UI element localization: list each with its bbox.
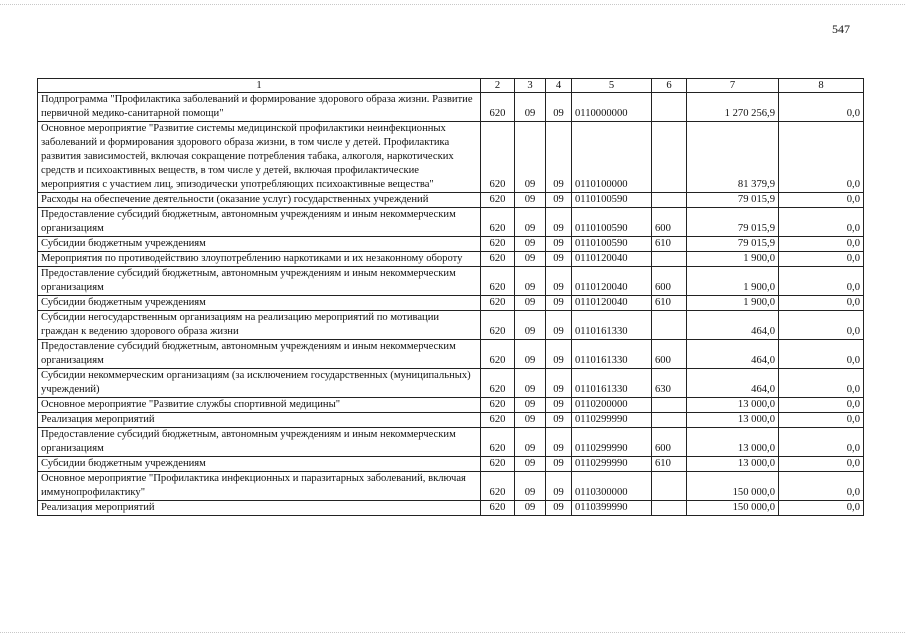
cell-section: 09 [515, 340, 546, 369]
cell-section: 09 [515, 457, 546, 472]
cell-target-article: 0110299990 [572, 428, 652, 457]
cell-amount: 464,0 [687, 340, 779, 369]
budget-table [37, 78, 864, 516]
cell-amount-extra: 0,0 [779, 237, 864, 252]
page-number: 547 [832, 22, 850, 36]
cell-name: Субсидии бюджетным учреждениям [38, 237, 481, 252]
cell-expense-type: 600 [652, 267, 687, 296]
cell-target-article: 0110161330 [572, 369, 652, 398]
cell-amount-extra: 0,0 [779, 413, 864, 428]
cell-section: 09 [515, 193, 546, 208]
column-header: 6 [652, 79, 687, 93]
cell-subsection: 09 [546, 93, 572, 122]
cell-subsection: 09 [546, 296, 572, 311]
cell-amount-extra: 0,0 [779, 398, 864, 413]
cell-name: Подпрограмма "Профилактика заболеваний и формирование здорового образа жизни. Развитие первичной медико-санитарной помощи" [38, 93, 481, 122]
table-row [38, 428, 864, 457]
table-row [38, 311, 864, 340]
cell-subsection: 09 [546, 311, 572, 340]
cell-expense-type [652, 93, 687, 122]
cell-amount: 1 900,0 [687, 296, 779, 311]
cell-amount: 79 015,9 [687, 237, 779, 252]
cell-ministry-code: 620 [481, 296, 515, 311]
cell-amount: 79 015,9 [687, 193, 779, 208]
cell-expense-type: 610 [652, 296, 687, 311]
cell-expense-type [652, 398, 687, 413]
cell-amount-extra: 0,0 [779, 122, 864, 193]
cell-target-article: 0110399990 [572, 501, 652, 516]
cell-ministry-code: 620 [481, 472, 515, 501]
scan-edge-top [0, 4, 905, 5]
table-header-row [38, 79, 864, 93]
cell-ministry-code: 620 [481, 208, 515, 237]
cell-subsection: 09 [546, 413, 572, 428]
cell-amount: 13 000,0 [687, 398, 779, 413]
cell-target-article: 0110120040 [572, 252, 652, 267]
cell-ministry-code: 620 [481, 193, 515, 208]
cell-target-article: 0110299990 [572, 413, 652, 428]
cell-ministry-code: 620 [481, 252, 515, 267]
cell-amount-extra: 0,0 [779, 93, 864, 122]
cell-expense-type: 610 [652, 237, 687, 252]
cell-subsection: 09 [546, 340, 572, 369]
cell-expense-type [652, 311, 687, 340]
cell-subsection: 09 [546, 369, 572, 398]
table-row [38, 93, 864, 122]
cell-target-article: 0110161330 [572, 311, 652, 340]
cell-section: 09 [515, 413, 546, 428]
column-header: 1 [38, 79, 481, 93]
cell-section: 09 [515, 237, 546, 252]
cell-subsection: 09 [546, 237, 572, 252]
cell-amount-extra: 0,0 [779, 208, 864, 237]
table-row [38, 252, 864, 267]
cell-expense-type: 600 [652, 340, 687, 369]
scan-edge-bottom [0, 632, 905, 633]
cell-section: 09 [515, 122, 546, 193]
cell-ministry-code: 620 [481, 237, 515, 252]
cell-name: Реализация мероприятий [38, 413, 481, 428]
cell-subsection: 09 [546, 398, 572, 413]
cell-subsection: 09 [546, 208, 572, 237]
cell-amount: 13 000,0 [687, 428, 779, 457]
cell-ministry-code: 620 [481, 340, 515, 369]
cell-expense-type: 630 [652, 369, 687, 398]
cell-subsection: 09 [546, 472, 572, 501]
cell-section: 09 [515, 428, 546, 457]
cell-expense-type: 600 [652, 208, 687, 237]
cell-section: 09 [515, 398, 546, 413]
cell-amount: 13 000,0 [687, 457, 779, 472]
cell-target-article: 0110100590 [572, 208, 652, 237]
cell-amount: 150 000,0 [687, 472, 779, 501]
cell-subsection: 09 [546, 252, 572, 267]
table-row [38, 208, 864, 237]
table-row [38, 267, 864, 296]
column-header: 8 [779, 79, 864, 93]
cell-name: Предоставление субсидий бюджетным, автономным учреждениям и иным некоммерческим организациям [38, 267, 481, 296]
cell-amount: 81 379,9 [687, 122, 779, 193]
cell-section: 09 [515, 267, 546, 296]
table-row [38, 413, 864, 428]
cell-section: 09 [515, 472, 546, 501]
table-row [38, 193, 864, 208]
cell-target-article: 0110300000 [572, 472, 652, 501]
cell-name: Основное мероприятие "Развитие системы медицинской профилактики неинфекционных заболеваний и формирования здорового образа жизни, в том числе у детей. Профилактика развития зависимостей, включая сокращение потребления табака, алкоголя, наркотических средств и психоактивных веществ, в том числе у детей, включая профилактические мероприятия с участием лиц, эпизодически употребляющих психоактивные вещества" [38, 122, 481, 193]
table-row [38, 501, 864, 516]
cell-subsection: 09 [546, 457, 572, 472]
cell-amount: 464,0 [687, 369, 779, 398]
cell-amount: 79 015,9 [687, 208, 779, 237]
cell-section: 09 [515, 252, 546, 267]
cell-target-article: 0110100590 [572, 237, 652, 252]
cell-target-article: 0110100590 [572, 193, 652, 208]
cell-name: Предоставление субсидий бюджетным, автономным учреждениям и иным некоммерческим организациям [38, 208, 481, 237]
cell-subsection: 09 [546, 122, 572, 193]
cell-subsection: 09 [546, 193, 572, 208]
column-header: 3 [515, 79, 546, 93]
cell-ministry-code: 620 [481, 122, 515, 193]
cell-ministry-code: 620 [481, 369, 515, 398]
cell-expense-type [652, 413, 687, 428]
cell-section: 09 [515, 311, 546, 340]
cell-amount: 1 270 256,9 [687, 93, 779, 122]
cell-section: 09 [515, 501, 546, 516]
cell-amount: 464,0 [687, 311, 779, 340]
cell-target-article: 0110120040 [572, 296, 652, 311]
cell-amount: 1 900,0 [687, 267, 779, 296]
cell-amount-extra: 0,0 [779, 311, 864, 340]
cell-name: Субсидии негосударственным организациям на реализацию мероприятий по мотивации граждан к ведению здорового образа жизни [38, 311, 481, 340]
cell-ministry-code: 620 [481, 93, 515, 122]
cell-amount-extra: 0,0 [779, 193, 864, 208]
cell-section: 09 [515, 93, 546, 122]
cell-amount-extra: 0,0 [779, 252, 864, 267]
table-row [38, 122, 864, 193]
cell-section: 09 [515, 369, 546, 398]
cell-target-article: 0110200000 [572, 398, 652, 413]
cell-expense-type [652, 122, 687, 193]
cell-target-article: 0110299990 [572, 457, 652, 472]
cell-amount-extra: 0,0 [779, 296, 864, 311]
cell-expense-type: 610 [652, 457, 687, 472]
cell-subsection: 09 [546, 501, 572, 516]
cell-amount-extra: 0,0 [779, 369, 864, 398]
cell-expense-type [652, 501, 687, 516]
cell-section: 09 [515, 208, 546, 237]
cell-name: Основное мероприятие "Профилактика инфекционных и паразитарных заболеваний, включая иммунопрофилактику" [38, 472, 481, 501]
column-header: 2 [481, 79, 515, 93]
cell-name: Расходы на обеспечение деятельности (оказание услуг) государственных учреждений [38, 193, 481, 208]
cell-target-article: 0110100000 [572, 122, 652, 193]
cell-amount: 1 900,0 [687, 252, 779, 267]
cell-amount-extra: 0,0 [779, 501, 864, 516]
table-row [38, 237, 864, 252]
cell-ministry-code: 620 [481, 267, 515, 296]
cell-ministry-code: 620 [481, 428, 515, 457]
table-row [38, 296, 864, 311]
cell-expense-type: 600 [652, 428, 687, 457]
cell-name: Реализация мероприятий [38, 501, 481, 516]
cell-name: Мероприятия по противодействию злоупотреблению наркотиками и их незаконному обороту [38, 252, 481, 267]
table-row [38, 457, 864, 472]
cell-amount-extra: 0,0 [779, 472, 864, 501]
column-header: 7 [687, 79, 779, 93]
cell-expense-type [652, 193, 687, 208]
cell-name: Предоставление субсидий бюджетным, автономным учреждениям и иным некоммерческим организациям [38, 340, 481, 369]
table-body [38, 93, 864, 516]
cell-subsection: 09 [546, 267, 572, 296]
cell-section: 09 [515, 296, 546, 311]
cell-name: Субсидии бюджетным учреждениям [38, 296, 481, 311]
cell-target-article: 0110120040 [572, 267, 652, 296]
cell-amount-extra: 0,0 [779, 340, 864, 369]
cell-ministry-code: 620 [481, 457, 515, 472]
cell-name: Основное мероприятие "Развитие службы спортивной медицины" [38, 398, 481, 413]
cell-name: Предоставление субсидий бюджетным, автономным учреждениям и иным некоммерческим организациям [38, 428, 481, 457]
cell-name: Субсидии бюджетным учреждениям [38, 457, 481, 472]
column-header: 4 [546, 79, 572, 93]
table-row [38, 340, 864, 369]
cell-amount-extra: 0,0 [779, 428, 864, 457]
cell-name: Субсидии некоммерческим организациям (за исключением государственных (муниципальных) учреждений) [38, 369, 481, 398]
table-row [38, 472, 864, 501]
cell-ministry-code: 620 [481, 413, 515, 428]
cell-amount-extra: 0,0 [779, 457, 864, 472]
cell-target-article: 0110000000 [572, 93, 652, 122]
cell-expense-type [652, 472, 687, 501]
cell-ministry-code: 620 [481, 311, 515, 340]
cell-ministry-code: 620 [481, 501, 515, 516]
table-row [38, 369, 864, 398]
cell-ministry-code: 620 [481, 398, 515, 413]
cell-expense-type [652, 252, 687, 267]
table-row [38, 398, 864, 413]
cell-amount-extra: 0,0 [779, 267, 864, 296]
cell-target-article: 0110161330 [572, 340, 652, 369]
column-header: 5 [572, 79, 652, 93]
cell-amount: 150 000,0 [687, 501, 779, 516]
cell-subsection: 09 [546, 428, 572, 457]
cell-amount: 13 000,0 [687, 413, 779, 428]
